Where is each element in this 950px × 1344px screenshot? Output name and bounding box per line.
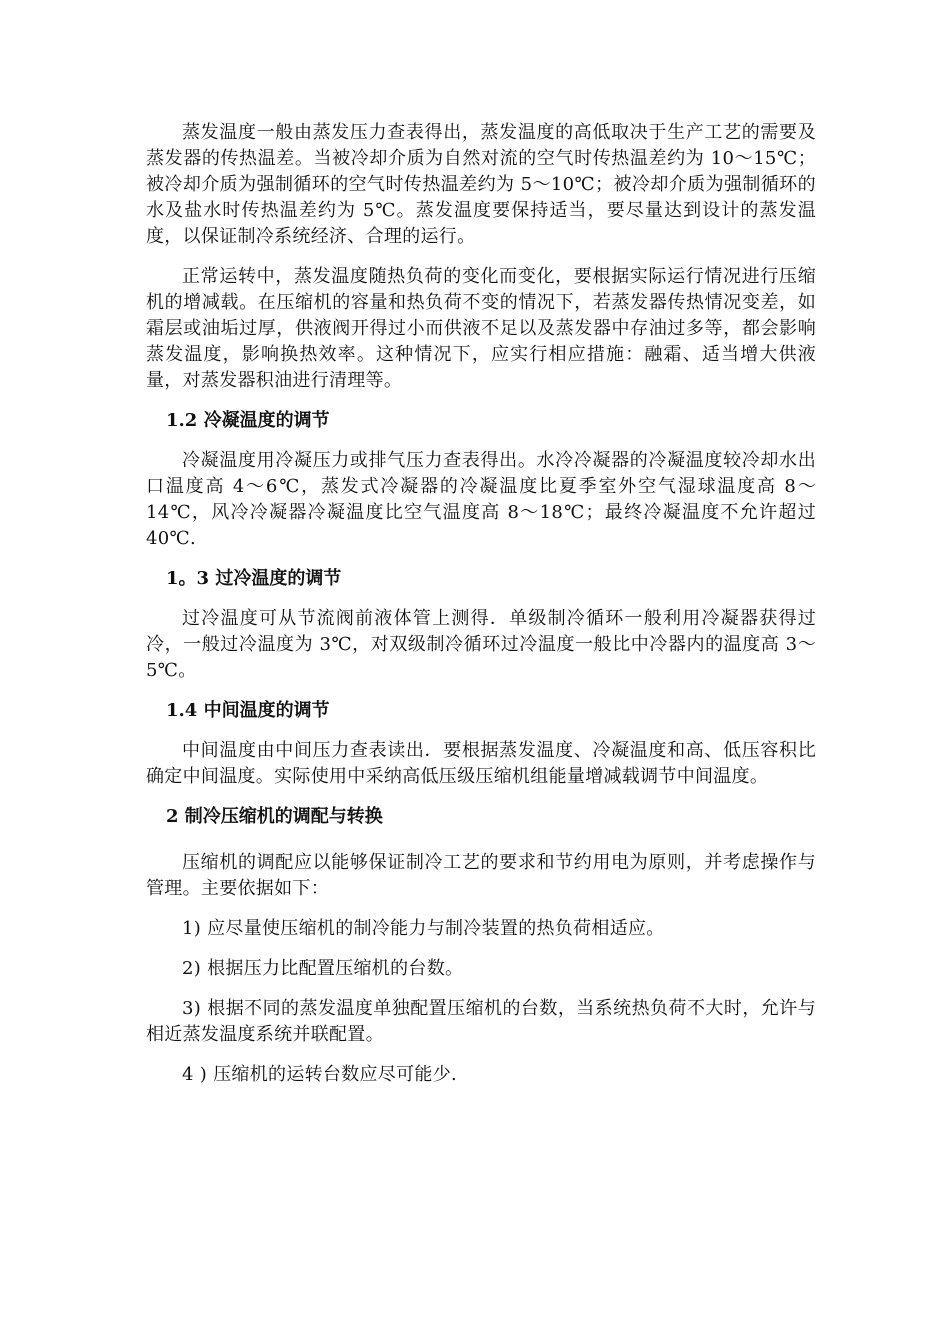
paragraph-normal-operation: 正常运转中，蒸发温度随热负荷的变化而变化，要根据实际运行情况进行压缩机的增减载。在压缩机的容量和热负荷不变的情况下，若蒸发器传热情况变差，如霜层或油垢过厚，供液阀开得过小而供液不足以及蒸发器中存油过多等，都会影响蒸发温度，影响换热效率。这种情况下，应实行相应措施：融霜、适当增大供液量，对蒸发器积油进行清理等。 xyxy=(146,266,816,391)
paragraph-compressor-allocation: 压缩机的调配应以能够保证制冷工艺的要求和节约用电为原则，并考虑操作与管理。主要依据如下： xyxy=(146,852,816,899)
list-item: 1) 应尽量使压缩机的制冷能力与制冷装置的热负荷相适应。 xyxy=(182,918,665,939)
paragraph-condensing-temperature: 冷凝温度用冷凝压力或排气压力查表得出。水冷冷凝器的冷凝温度较冷却水出口温度高 4～6℃，蒸发式冷凝器的冷凝温度比夏季室外空气湿球温度高 8～14℃，风冷冷凝器冷凝温度比空气温度高 8～18℃；最终冷凝温度不允许超过 40℃. xyxy=(146,450,816,549)
document-page xyxy=(146,120,816,1102)
section-heading-2: 2 制冷压缩机的调配与转换 xyxy=(166,806,383,827)
paragraph-intermediate-temperature: 中间温度由中间压力查表读出．要根据蒸发温度、冷凝温度和高、低压容积比确定中间温度。实际使用中采纳高低压级压缩机组能量增减载调节中间温度。 xyxy=(146,740,816,787)
section-heading-1-2: 1.2 冷凝温度的调节 xyxy=(166,410,330,431)
paragraph-subcooling-temperature: 过冷温度可从节流阀前液体管上测得．单级制冷循环一般利用冷凝器获得过冷，一般过冷温度为 3℃，对双级制冷循环过冷温度一般比中冷器内的温度高 3～5℃。 xyxy=(146,608,816,681)
section-heading-1-3: 1。3 过冷温度的调节 xyxy=(166,568,342,589)
list-item: 4 ) 压缩机的运转台数应尽可能少. xyxy=(182,1064,458,1085)
paragraph-evaporation-temperature: 蒸发温度一般由蒸发压力查表得出，蒸发温度的高低取决于生产工艺的需要及蒸发器的传热温差。当被冷却介质为自然对流的空气时传热温差约为 10～15℃；被冷却介质为强制循环的空气时传热温差约为 5～10℃；被冷却介质为强制循环的水及盐水时传热温差约为 5℃。蒸发温度要保持适当，要尽量达到设计的蒸发温度，以保证制冷系统经济、合理的运行。 xyxy=(146,122,816,247)
list-item: 2) 根据压力比配置压缩机的台数。 xyxy=(182,958,464,979)
list-item: 3) 根据不同的蒸发温度单独配置压缩机的台数，当系统热负荷不大时，允许与相近蒸发温度系统并联配置。 xyxy=(146,998,816,1045)
section-heading-1-4: 1.4 中间温度的调节 xyxy=(166,700,330,721)
